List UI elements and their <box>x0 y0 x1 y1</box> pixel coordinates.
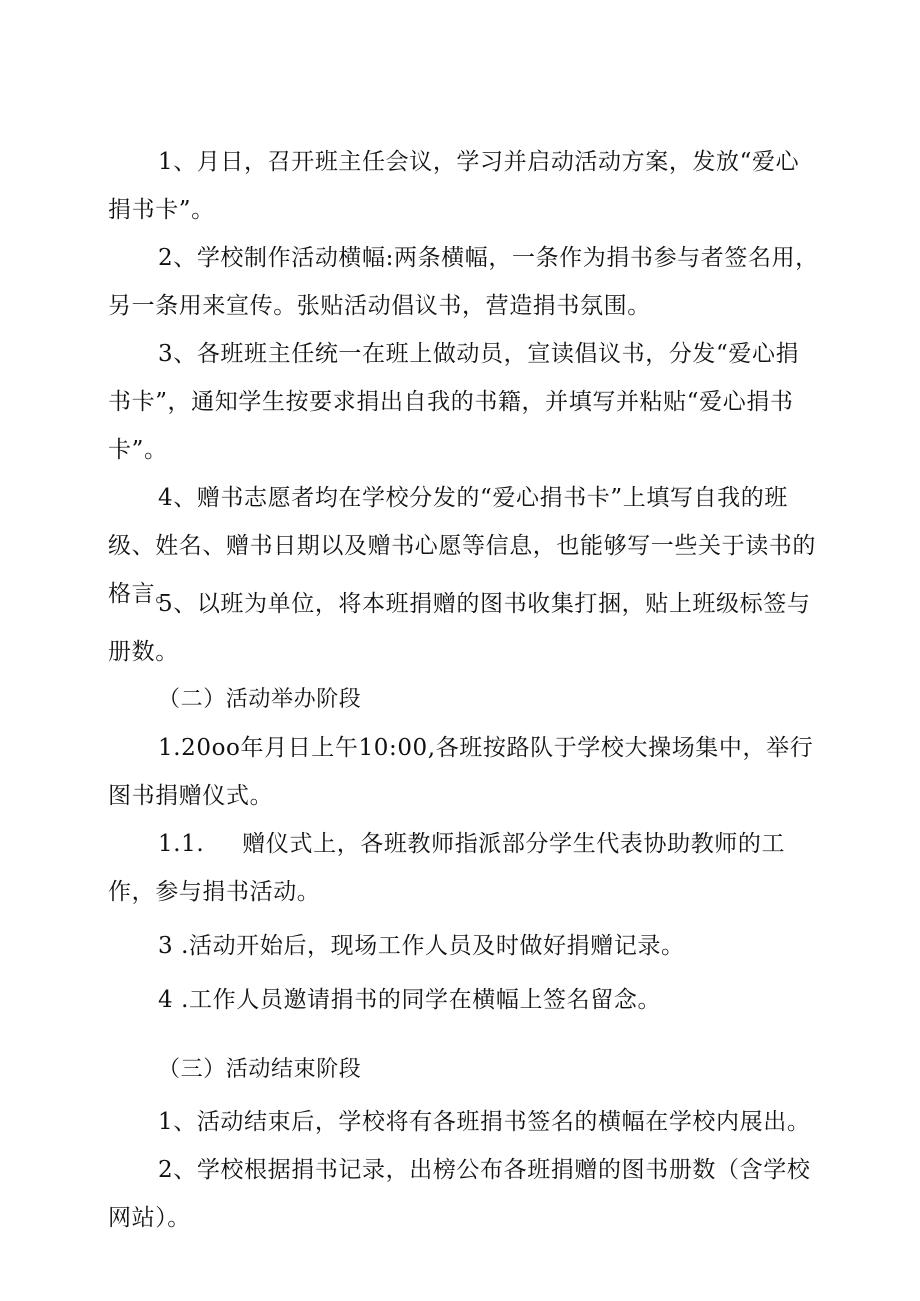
prep-item-1: 1、月日，召开班主任会议，学习并启动活动方案，发放“爱心捐书卡”。 <box>108 149 800 223</box>
prep-item-4: 4、赠书志愿者均在学校分发的“爱心捐书卡”上填写自我的班级、姓名、赠书日期以及赠书心愿等信息，也能够写一些关于读书的格言。 <box>108 485 816 607</box>
closing-item-1: 1、活动结束后，学校将有各班捐书签名的横幅在学校内展出。 <box>158 1109 811 1135</box>
event-item-1: 1.20oo年月日上午10:00,各班按路队于学校大操场集中，举行图书捐赠仪式。 <box>108 735 814 809</box>
event-item-3: 3 .活动开始后，现场工作人员及时做好捐赠记录。 <box>158 933 685 959</box>
prep-item-3: 3、各班班主任统一在班上做动员，宣读倡议书，分发“爱心捐书卡”，通知学生按要求捐出自我的书籍，并填写并粘贴“爱心捐书卡”。 <box>108 341 800 463</box>
event-item-2-number: 1.1. <box>158 831 205 857</box>
prep-item-2: 2、学校制作活动横幅:两条横幅，一条作为捐书参与者签名用，另一条用来宣传。张贴活动倡议书，营造捐书氛围。 <box>108 245 819 319</box>
section-heading-closing: （三）活动结束阶段 <box>158 1057 362 1082</box>
event-item-2 <box>108 820 820 916</box>
event-item-4: 4 .工作人员邀请捐书的同学在横幅上签名留念。 <box>158 987 662 1013</box>
closing-item-2: 2、学校根据捐书记录，出榜公布各班捐赠的图书册数（含学校网站）。 <box>108 1157 811 1231</box>
prep-item-5: 5、以班为单位，将本班捐赠的图书收集打捆，贴上班级标签与册数。 <box>108 591 811 665</box>
section-heading-event: （二）活动举办阶段 <box>158 687 362 712</box>
event-item-2-text: 赠仪式上，各班教师指派部分学生代表协助教师的工作，参与捐书活动。 <box>108 831 786 905</box>
